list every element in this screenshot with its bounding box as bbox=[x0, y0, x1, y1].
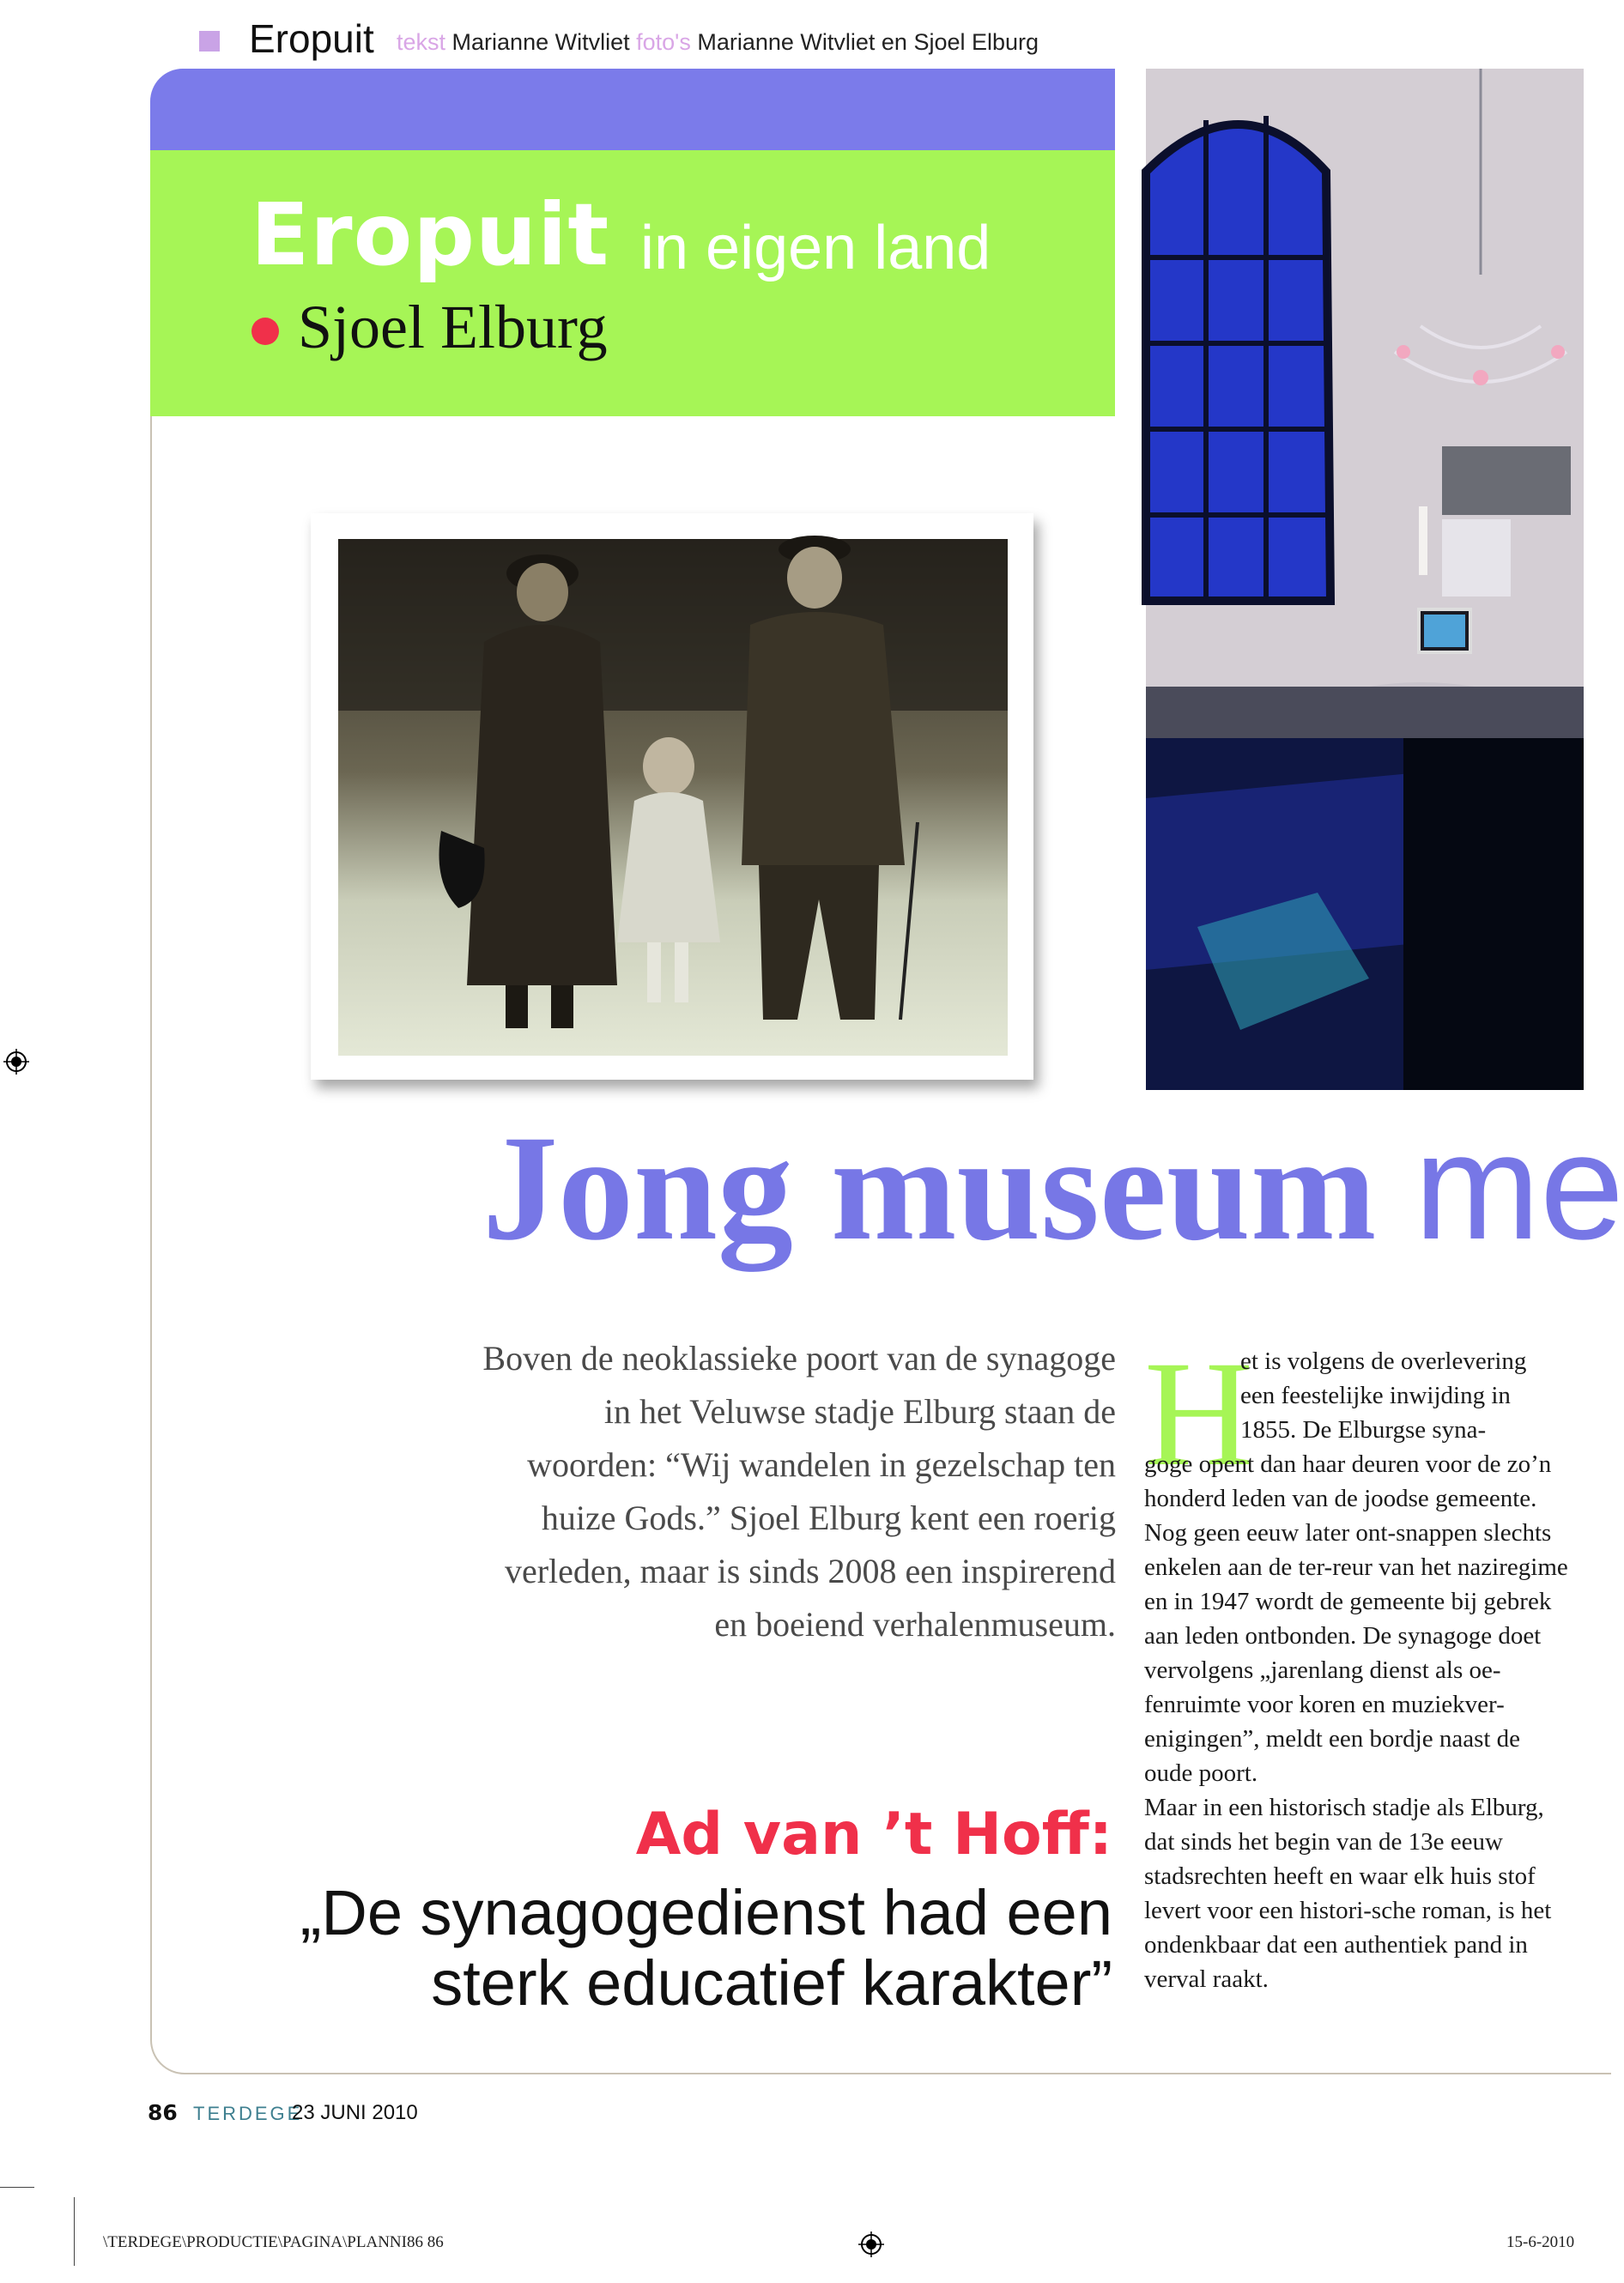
credits-line bbox=[397, 29, 1039, 56]
registration-mark-icon bbox=[858, 2232, 884, 2257]
main-headline bbox=[482, 1103, 1624, 1272]
issue-date: 23 JUNI 2010 bbox=[292, 2101, 418, 2124]
banner-blue-strip bbox=[150, 69, 1115, 150]
body-paragraph-1: goge opent dan haar deuren voor de zo’n honderd leden van de joodse gemeente. Nog geen eeuw later ont-snappen slechts enkelen aan de ter-reur van het naziregime en in 1947 wordt de gemeente bij gebrek aan leden ontbonden. De synagoge doet vervolgens „jarenlang dienst als oe-fenruimte voor koren en muziekver-enigingen”, meldt een bordje naast de oude poort. bbox=[1144, 1450, 1568, 1787]
text-author: Marianne Witvliet bbox=[451, 29, 630, 55]
section-marker-square bbox=[199, 31, 220, 51]
page-number: 86 bbox=[148, 2100, 178, 2125]
banner-subtitle: in eigen land bbox=[640, 214, 991, 282]
body-paragraph-2: Maar in een historisch stadje als Elburg, dat sinds het begin van de 13e eeuw stadsrechten heeft en waar elk huis stof levert voor een histori-sche roman, is het ondenkbaar dat een authentiek pand in verval raakt. bbox=[1144, 1794, 1552, 1993]
body-first-line-3: 1855. De Elburgse syna- bbox=[1240, 1416, 1487, 1444]
bullet-dot-icon bbox=[251, 318, 279, 345]
body-first-line-1: et is volgens de overlevering bbox=[1240, 1347, 1527, 1375]
pull-quote: „De synagogedienst had een sterk educatief karakter” bbox=[300, 1877, 1112, 2019]
body-first-line-2: een feestelijke inwijding in bbox=[1240, 1382, 1511, 1409]
headline-bold: Jong museum bbox=[482, 1105, 1377, 1272]
dropcap-letter: H bbox=[1144, 1330, 1254, 1498]
body-column bbox=[1144, 1344, 1573, 1996]
historic-family-photo bbox=[338, 539, 1008, 1056]
text-label: tekst bbox=[397, 29, 446, 55]
quote-speaker: Ad van ’t Hoff: bbox=[635, 1801, 1112, 1868]
headline-light: me bbox=[1414, 1103, 1624, 1271]
banner-place: Sjoel Elburg bbox=[298, 293, 608, 361]
intro-paragraph: Boven de neoklassieke poort van de synagoge in het Veluwse stadje Elburg staan de woorden: “Wij wandelen in gezelschap ten huize Gods.” Sjoel Elburg kent een roerig verleden, maar is sinds 2008 een inspirerend en boeiend verhalenmuseum. bbox=[482, 1339, 1116, 1644]
slug-date: 15-6-2010 bbox=[1506, 2233, 1575, 2251]
slug-file-path: \TERDEGE\PRODUCTIE\PAGINA\PLANNI86 86 bbox=[103, 2233, 444, 2251]
synagogue-interior-photo bbox=[1146, 69, 1584, 1090]
crop-mark-vertical bbox=[74, 2197, 75, 2266]
banner-title: Eropuit bbox=[251, 185, 610, 285]
crop-mark-horizontal bbox=[0, 2187, 34, 2188]
registration-mark-icon bbox=[3, 1049, 29, 1075]
magazine-name: TERDEGE bbox=[193, 2103, 303, 2124]
photo-credit: Marianne Witvliet en Sjoel Elburg bbox=[697, 29, 1039, 55]
photo-label: foto's bbox=[636, 29, 691, 55]
section-name: Eropuit bbox=[249, 16, 374, 61]
